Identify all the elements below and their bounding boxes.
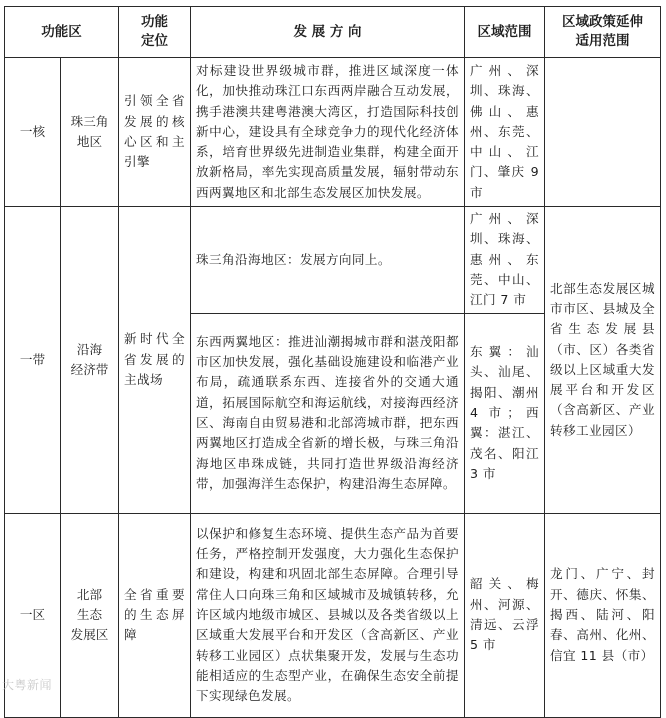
header-scope: 区域范围 — [465, 7, 545, 58]
policy-table-wrapper — [4, 6, 661, 718]
zone-name-belt: 沿海 经济带 — [61, 207, 119, 513]
category-belt: 一带 — [5, 207, 61, 513]
scope-belt-wings: 东翼：汕头、汕尾、揭阳、潮州 4 市；西翼：湛江、茂名、阳江 3 市 — [465, 313, 545, 513]
table-row-core — [5, 58, 661, 207]
direction-zone: 以保护和修复生态环境、提供生态产品为首要任务，严格控制开发强度，大力强化生态保护和建设，构建和巩固北部生态屏障。合理引导常住人口向珠三角和区域城市及城镇转移，允许区域内地级市城区、县城以及各类省级以上区域重大发展平台和开发区（含高新区、产业转移工业园区）点状集聚开发，发展与生态功能相适应的生态型产业，在确保生态安全前提下实现绿色发展。 — [191, 513, 465, 717]
direction-belt-prd: 珠三角沿海地区：发展方向同上。 — [191, 207, 465, 313]
direction-core: 对标建设世界级城市群，推进区域深度一体化，加快推动珠江口东西两岸融合互动发展，携手港澳共建粤港澳大湾区，打造国际科技创新中心，建设具有全球竞争力的现代化经济体系，培育世界级先进制造业集群，构建全面开放新格局，率先实现高质量发展，辐射带动东西两翼地区和北部生态发展区加快发展。 — [191, 58, 465, 207]
table-row-zone — [5, 513, 661, 717]
scope-zone: 韶关、梅州、河源、清远、云浮 5 市 — [465, 513, 545, 717]
positioning-zone: 全省重要的生态屏障 — [119, 513, 191, 717]
zone-name-zone: 北部 生态 发展区 — [61, 513, 119, 717]
header-zone: 功能区 — [5, 7, 119, 58]
scope-core: 广州、深圳、珠海、佛山、惠州、东莞、中山、江门、肇庆 9 市 — [465, 58, 545, 207]
category-core: 一核 — [5, 58, 61, 207]
header-extension: 区域政策延伸 适用范围 — [545, 7, 661, 58]
extension-belt: 北部生态发展区城市市区、县城及全省生态发展县（市、区）各类省级以上区域重大发展平台和开发区（含高新区、产业转移工业园区） — [545, 207, 661, 513]
extension-core — [545, 58, 661, 207]
positioning-belt: 新时代全省发展的主战场 — [119, 207, 191, 513]
scope-belt-prd: 广州、深圳、珠海、惠州、东莞、中山、江门 7 市 — [465, 207, 545, 313]
functional-zones-table — [4, 6, 661, 718]
header-direction: 发 展 方 向 — [191, 7, 465, 58]
zone-name-core: 珠三角 地区 — [61, 58, 119, 207]
header-positioning: 功能 定位 — [119, 7, 191, 58]
extension-zone: 龙门、广宁、封开、德庆、怀集、揭西、陆河、阳春、高州、化州、信宜 11 县（市） — [545, 513, 661, 717]
table-header-row — [5, 7, 661, 58]
watermark-logo: 大粤新闻 — [2, 678, 53, 692]
positioning-core: 引领全省发展的核心区和主引擎 — [119, 58, 191, 207]
category-zone: 一区 — [5, 513, 61, 717]
table-row-belt-a — [5, 207, 661, 313]
direction-belt-wings: 东西两翼地区：推进汕潮揭城市群和湛茂阳都市区加快发展，强化基础设施建设和临港产业布局，疏通联系东西、连接省外的交通大通道，拓展国际航空和海运航线，对接海西经济区、海南自由贸易港和北部湾城市群，把东西两翼地区打造成全省新的增长极，与珠三角沿海地区串珠成链，共同打造世界级沿海经济带，加强海洋生态保护，构建沿海生态屏障。 — [191, 313, 465, 513]
